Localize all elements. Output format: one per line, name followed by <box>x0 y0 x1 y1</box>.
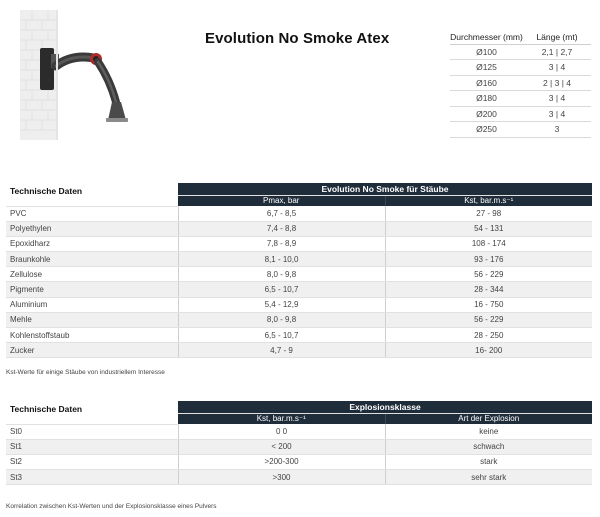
kst-cell: 28 - 344 <box>385 282 592 297</box>
diameter-cell: Ø250 <box>450 122 523 138</box>
table-row <box>6 312 592 327</box>
table-row <box>6 236 592 251</box>
class-cell: St2 <box>6 454 178 469</box>
size-table <box>450 31 591 138</box>
length-cell: 3 | 4 <box>523 60 591 76</box>
material-cell: Braunkohle <box>6 252 178 267</box>
table-row <box>6 282 592 297</box>
kst-cell: < 200 <box>178 439 385 454</box>
dust-table-label-header: Technische Daten <box>6 183 178 206</box>
length-cell: 3 <box>523 122 591 138</box>
pmax-cell: 8,1 - 10,0 <box>178 252 385 267</box>
pmax-cell: 8,0 - 9,8 <box>178 267 385 282</box>
kst-cell: 56 - 229 <box>385 267 592 282</box>
size-table-header-row <box>450 31 591 44</box>
explosion-type-header: Art der Explosion <box>385 413 592 424</box>
class-table-group-header: Explosionsklasse <box>178 401 592 413</box>
kst-cell: >300 <box>178 470 385 485</box>
product-image <box>20 10 150 140</box>
kst-cell: 108 - 174 <box>385 236 592 251</box>
pmax-cell: 7,4 - 8,8 <box>178 221 385 236</box>
explosion-type-cell: sehr stark <box>385 470 592 485</box>
material-cell: Mehle <box>6 312 178 327</box>
explosion-class-table <box>6 401 592 485</box>
material-cell: PVC <box>6 206 178 221</box>
kst-cell: 27 - 98 <box>385 206 592 221</box>
dust-table-group-header: Evolution No Smoke für Stäube <box>178 183 592 195</box>
dust-table-caption: Kst-Werte für einige Stäube von industriellem Interesse <box>6 369 165 376</box>
explosion-type-cell: schwach <box>385 439 592 454</box>
product-title: Evolution No Smoke Atex <box>205 30 390 47</box>
size-row <box>450 91 591 107</box>
pmax-header: Pmax, bar <box>178 195 385 206</box>
kst-cell: 56 - 229 <box>385 312 592 327</box>
size-row <box>450 60 591 76</box>
table-row <box>6 470 592 485</box>
class-table-group-header-row <box>6 401 592 413</box>
table-row <box>6 343 592 358</box>
length-cell: 2,1 | 2,7 <box>523 44 591 60</box>
pmax-cell: 5,4 - 12,9 <box>178 297 385 312</box>
diameter-cell: Ø200 <box>450 106 523 122</box>
dust-data-table <box>6 183 592 358</box>
material-cell: Aluminium <box>6 297 178 312</box>
pmax-cell: 7,8 - 8,9 <box>178 236 385 251</box>
pmax-cell: 6,5 - 10,7 <box>178 282 385 297</box>
pmax-cell: 6,7 - 8,5 <box>178 206 385 221</box>
class-cell: St0 <box>6 424 178 439</box>
length-cell: 3 | 4 <box>523 91 591 107</box>
table-row <box>6 206 592 221</box>
table-row <box>6 454 592 469</box>
table-row <box>6 267 592 282</box>
kst-cell: 28 - 250 <box>385 328 592 343</box>
diameter-cell: Ø160 <box>450 75 523 91</box>
material-cell: Polyethylen <box>6 221 178 236</box>
class-table-label-header: Technische Daten <box>6 401 178 424</box>
diameter-cell: Ø125 <box>450 60 523 76</box>
table-row <box>6 297 592 312</box>
length-cell: 2 | 3 | 4 <box>523 75 591 91</box>
material-cell: Zucker <box>6 343 178 358</box>
length-header: Länge (mt) <box>523 31 591 44</box>
material-cell: Kohlenstoffstaub <box>6 328 178 343</box>
table-row <box>6 328 592 343</box>
table-row <box>6 252 592 267</box>
material-cell: Epoxidharz <box>6 236 178 251</box>
kst-cell: 54 - 131 <box>385 221 592 236</box>
size-row <box>450 44 591 60</box>
pmax-cell: 6,5 - 10,7 <box>178 328 385 343</box>
diameter-header: Durchmesser (mm) <box>450 32 523 43</box>
size-row <box>450 75 591 91</box>
table-row <box>6 221 592 236</box>
size-row <box>450 106 591 122</box>
dust-table-group-header-row <box>6 183 592 195</box>
kst-cell: >200-300 <box>178 454 385 469</box>
kst-cell: 16- 200 <box>385 343 592 358</box>
pmax-cell: 8,0 - 9,8 <box>178 312 385 327</box>
class-table-caption: Korrelation zwischen Kst-Werten und der Explosionsklasse eines Pulvers <box>6 503 217 510</box>
kst-header: Kst, bar.m.s⁻¹ <box>178 413 385 424</box>
class-cell: St1 <box>6 439 178 454</box>
kst-header: Kst, bar.m.s⁻¹ <box>385 195 592 206</box>
size-row <box>450 122 591 138</box>
table-row <box>6 424 592 439</box>
kst-cell: 93 - 176 <box>385 252 592 267</box>
pmax-cell: 4,7 - 9 <box>178 343 385 358</box>
material-cell: Pigmente <box>6 282 178 297</box>
diameter-cell: Ø180 <box>450 91 523 107</box>
table-row <box>6 439 592 454</box>
explosion-type-cell: keine <box>385 424 592 439</box>
kst-cell: 16 - 750 <box>385 297 592 312</box>
material-cell: Zellulose <box>6 267 178 282</box>
kst-cell: 0 0 <box>178 424 385 439</box>
explosion-type-cell: stark <box>385 454 592 469</box>
length-cell: 3 | 4 <box>523 106 591 122</box>
class-cell: St3 <box>6 470 178 485</box>
diameter-cell: Ø100 <box>450 44 523 60</box>
